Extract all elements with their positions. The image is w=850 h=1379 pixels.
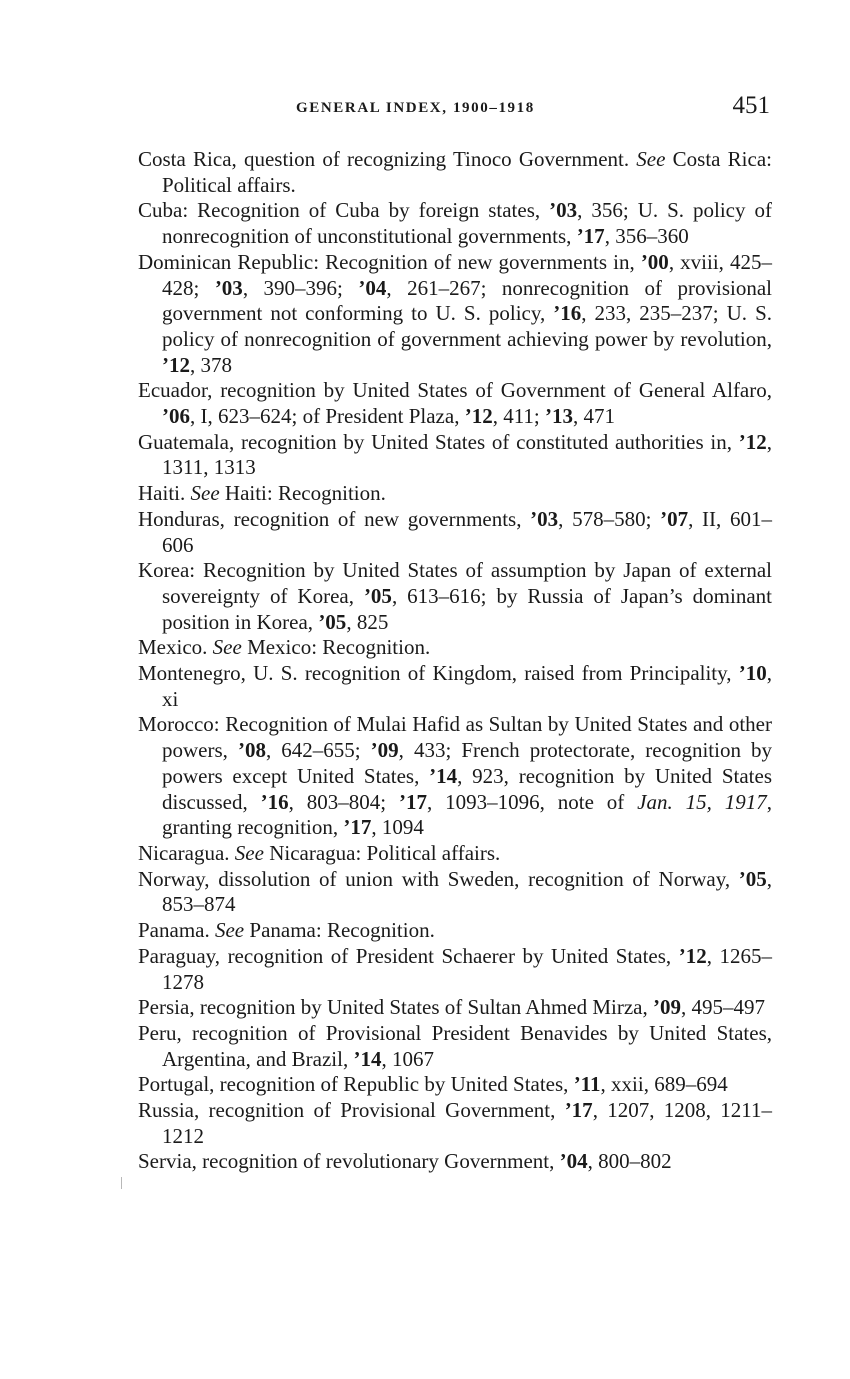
- index-entry: Dominican Republic: Recognition of new governments in, ’00, xviii, 425–428; ’03, 390–396; ’04, 261–267; nonrecognition of provisional government not conforming to U. S. policy, ’16, 233, 235–237; U. S. policy of nonrecognition of government achieving power by revolution, ’12, 378: [138, 249, 772, 377]
- index-entry: Nicaragua. See Nicaragua: Political affairs.: [138, 840, 501, 865]
- index-entry: Peru, recognition of Provisional President Benavides by United States, Argentina, and Brazil, ’14, 1067: [138, 1020, 772, 1071]
- index-entry: Servia, recognition of revolutionary Government, ’04, 800–802: [138, 1149, 672, 1174]
- index-entry: Korea: Recognition by United States of assumption by Japan of external sovereignty of Korea, ’05, 613–616; by Russia of Japan’s dominant position in Korea, ’05, 825: [138, 558, 772, 634]
- index-entry: Guatemala, recognition by United States of constituted authorities in, ’12, 1311, 1313: [138, 429, 772, 480]
- index-entry: Cuba: Recognition of Cuba by foreign states, ’03, 356; U. S. policy of nonrecognition of unconstitutional governments, ’17, 356–360: [138, 198, 772, 249]
- index-entry: Russia, recognition of Provisional Government, ’17, 1207, 1208, 1211–1212: [138, 1098, 772, 1148]
- index-entry: Norway, dissolution of union with Sweden, recognition of Norway, ’05, 853–874: [138, 866, 772, 917]
- index-entry: Panama. See Panama: Recognition.: [138, 918, 435, 943]
- index-entries: [138, 147, 772, 1175]
- index-page: [138, 92, 772, 1175]
- index-entry: Costa Rica, question of recognizing Tinoco Government. See Costa Rica: Political affairs.: [138, 147, 772, 197]
- index-entry: Morocco: Recognition of Mulai Hafid as Sultan by United States and other powers, ’08, 642–655; ’09, 433; French protectorate, recognition by powers except United States, ’14, 923, recognition by United States discussed, ’16, 803–804; ’17, 1093–1096, note of Jan. 15, 1917, granting recognition, ’17, 1094: [138, 712, 773, 840]
- index-entry: Haiti. See Haiti: Recognition.: [138, 481, 386, 506]
- index-entry: Portugal, recognition of Republic by United States, ’11, xxii, 689–694: [138, 1072, 728, 1097]
- header-title: GENERAL INDEX, 1900–1918: [296, 100, 535, 116]
- index-entry: Mexico. See Mexico: Recognition.: [138, 635, 431, 660]
- page-number: 451: [732, 92, 770, 119]
- index-entry: Honduras, recognition of new governments, ’03, 578–580; ’07, II, 601–606: [138, 506, 772, 557]
- index-entry: Ecuador, recognition by United States of Government of General Alfaro, ’06, I, 623–624; of President Plaza, ’12, 411; ’13, 471: [138, 378, 772, 429]
- margin-mark: [121, 1177, 122, 1189]
- running-head: [138, 92, 772, 132]
- index-entry: Montenegro, U. S. recognition of Kingdom, raised from Principality, ’10, xi: [138, 661, 772, 711]
- index-entry: Paraguay, recognition of President Schaerer by United States, ’12, 1265–1278: [138, 943, 772, 994]
- index-entry: Persia, recognition by United States of Sultan Ahmed Mirza, ’09, 495–497: [138, 995, 765, 1020]
